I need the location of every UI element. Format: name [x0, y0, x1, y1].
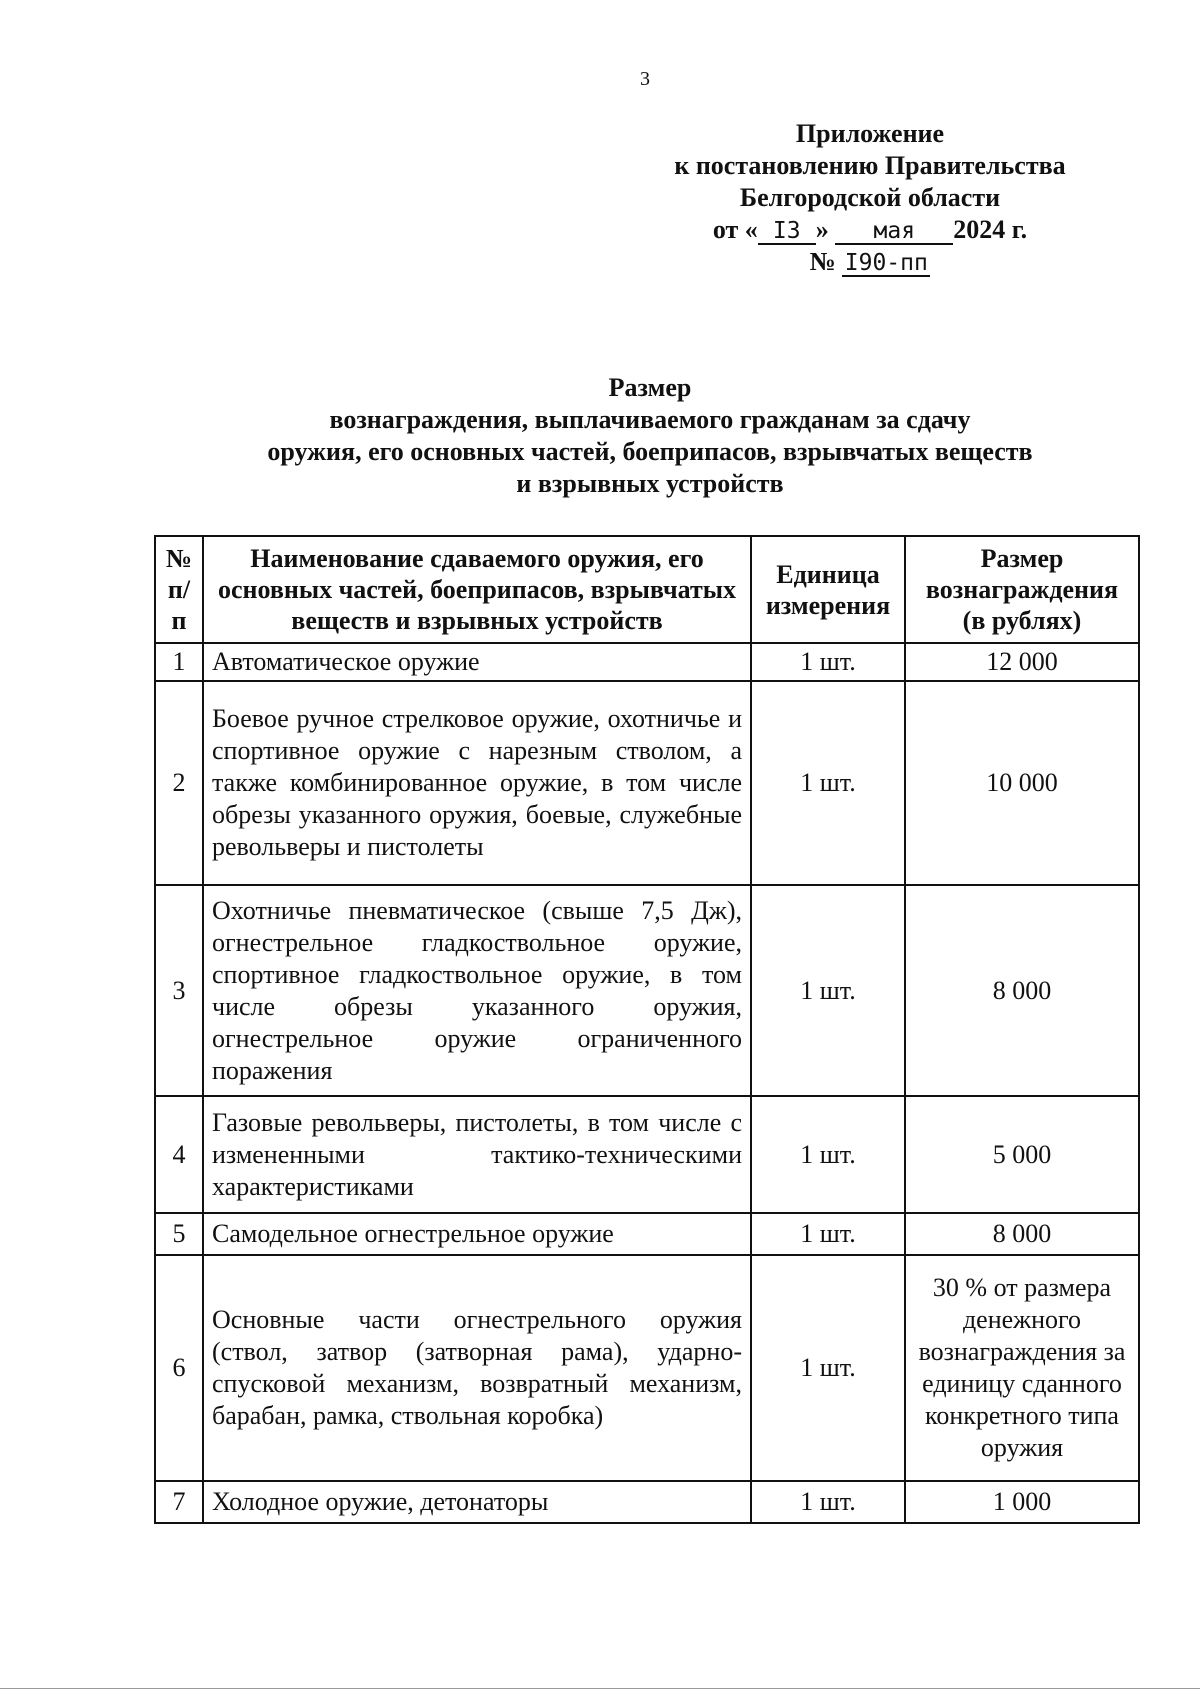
title-line-4: и взрывных устройств: [516, 469, 784, 498]
appendix-resolution-line: к постановлению Правительства: [674, 151, 1066, 180]
row-name: Самодельное огнестрельное оружие: [203, 1213, 751, 1255]
row-name: Автоматическое оружие: [203, 643, 751, 681]
row-unit: 1 шт.: [751, 643, 905, 681]
row-num: 3: [155, 885, 203, 1096]
row-name: Охотничье пневматическое (свыше 7,5 Дж), огнестрельное гладкоствольное оружие, спортивное гладкоствольное оружие, в том числе обрезы указанного оружия, огнестрельное оружие ограниченного поражения: [203, 885, 751, 1096]
table-row: [155, 643, 1139, 681]
row-num: 1: [155, 643, 203, 681]
title-line-3: оружия, его основных частей, боеприпасов, взрывчатых веществ: [267, 437, 1033, 466]
reward-table: [154, 535, 1140, 1524]
row-amount: 5 000: [905, 1096, 1139, 1213]
date-year: 2024 г.: [953, 215, 1028, 244]
appendix-region-line: Белгородской области: [739, 183, 1001, 212]
date-prefix: от «: [712, 215, 758, 244]
row-amount: 12 000: [905, 643, 1139, 681]
row-amount: 30 % от размера денежного вознаграждения за единицу сданного конкретного типа оружия: [905, 1255, 1139, 1481]
row-amount: 10 000: [905, 681, 1139, 885]
page-number: 3: [640, 68, 650, 90]
date-mid: »: [815, 215, 829, 244]
date-day-handwritten: I3: [758, 219, 816, 245]
header-name: Наименование сдаваемого оружия, его основных частей, боеприпасов, взрывчатых веществ и взрывных устройств: [203, 536, 751, 643]
document-title: [150, 372, 1150, 500]
row-unit: 1 шт.: [751, 1213, 905, 1255]
title-line-1: Размер: [608, 373, 692, 402]
table-row: [155, 1481, 1139, 1523]
table-header-row: [155, 536, 1139, 643]
row-unit: 1 шт.: [751, 1481, 905, 1523]
row-name: Газовые револьверы, пистолеты, в том числе с измененными тактико-техническими характеристиками: [203, 1096, 751, 1213]
row-amount: 8 000: [905, 1213, 1139, 1255]
table-row: [155, 1213, 1139, 1255]
table-row: [155, 681, 1139, 885]
row-num: 4: [155, 1096, 203, 1213]
table-row: [155, 885, 1139, 1096]
appendix-date-line: [630, 214, 1110, 246]
table-row: [155, 1255, 1139, 1481]
row-unit: 1 шт.: [751, 1096, 905, 1213]
number-handwritten: I90-пп: [842, 251, 930, 277]
row-unit: 1 шт.: [751, 1255, 905, 1481]
row-name: Холодное оружие, детонаторы: [203, 1481, 751, 1523]
table-row: [155, 1096, 1139, 1213]
row-amount: 8 000: [905, 885, 1139, 1096]
row-num: 5: [155, 1213, 203, 1255]
page-bottom-edge: [0, 1688, 1200, 1689]
row-name: Основные части огнестрельного оружия (ствол, затвор (затворная рама), ударно-спусковой механизм, возвратный механизм, барабан, рамка, ствольная коробка): [203, 1255, 751, 1481]
header-amount: Размер вознаграждения (в рублях): [905, 536, 1139, 643]
appendix-block: [630, 118, 1110, 278]
number-prefix: №: [809, 247, 836, 276]
row-unit: 1 шт.: [751, 681, 905, 885]
date-month-handwritten: мая: [835, 219, 953, 245]
row-amount: 1 000: [905, 1481, 1139, 1523]
row-num: 7: [155, 1481, 203, 1523]
row-unit: 1 шт.: [751, 885, 905, 1096]
appendix-number-line: [630, 246, 1110, 278]
header-unit: Единица измерения: [751, 536, 905, 643]
row-num: 2: [155, 681, 203, 885]
header-num: № п/п: [155, 536, 203, 643]
row-name: Боевое ручное стрелковое оружие, охотничье и спортивное оружие с нарезным стволом, а также комбинированное оружие, в том числе обрезы указанного оружия, боевые, служебные револьверы и пистолеты: [203, 681, 751, 885]
appendix-title: Приложение: [795, 119, 945, 148]
row-num: 6: [155, 1255, 203, 1481]
title-line-2: вознаграждения, выплачиваемого гражданам за сдачу: [329, 405, 971, 434]
